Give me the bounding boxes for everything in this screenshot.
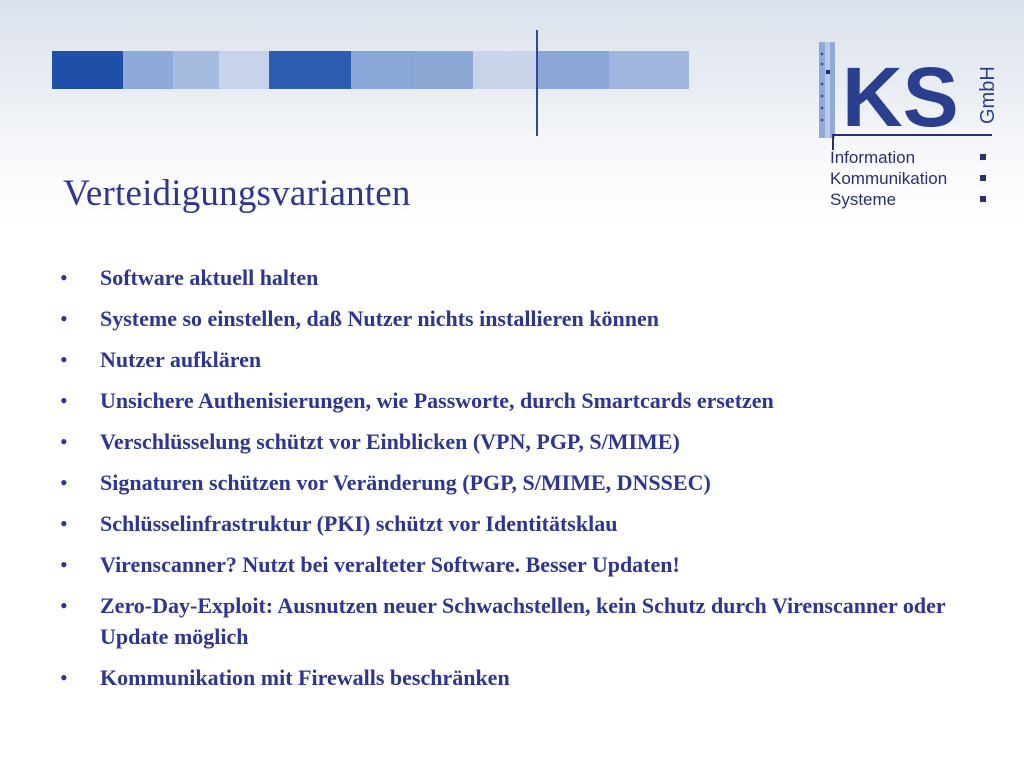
bullet-dot: • <box>60 552 68 577</box>
bullet-text: Verschlüsselung schützt vor Einblicken (VPN, PGP, S/MIME) <box>100 429 680 454</box>
decorative-color-band <box>52 51 692 89</box>
logo-line-kommunikation: Kommunikation <box>830 169 948 188</box>
bullet-dot: • <box>60 665 68 690</box>
bullet-text: Kommunikation mit Firewalls beschränken <box>100 665 510 690</box>
band-block <box>415 51 473 89</box>
band-block <box>609 51 689 89</box>
band-block <box>173 51 219 89</box>
band-block <box>123 51 173 89</box>
bullet-text: Virenscanner? Nutzt bei veralteter Software. Besser Updaten! <box>100 552 680 577</box>
list-item <box>60 662 1000 693</box>
decorative-vertical-line <box>536 30 538 136</box>
bullet-dot: • <box>60 470 68 495</box>
list-item <box>60 303 1000 334</box>
list-item <box>60 590 1000 652</box>
bullet-text: Zero-Day-Exploit: Ausnutzen neuer Schwachstellen, kein Schutz durch Virenscanner oder Update möglich <box>100 593 946 649</box>
bullet-text: Nutzer aufklären <box>100 347 262 372</box>
bullet-dot: • <box>60 593 68 618</box>
band-block <box>351 51 415 89</box>
logo-line-systeme: Systeme <box>830 190 897 209</box>
bullet-dot: • <box>60 511 68 536</box>
logo-letters: KS <box>842 50 959 144</box>
bullet-dot: • <box>60 306 68 331</box>
bullet-list <box>60 262 1000 703</box>
band-block <box>537 51 609 89</box>
logo-gmbh: GmbH <box>977 66 999 124</box>
bullet-text: Software aktuell halten <box>100 265 319 290</box>
list-item <box>60 426 1000 457</box>
band-block <box>219 51 269 89</box>
bullet-dot: • <box>60 388 68 413</box>
list-item <box>60 262 1000 293</box>
list-item <box>60 385 1000 416</box>
list-item <box>60 549 1000 580</box>
band-block <box>473 51 537 89</box>
list-item <box>60 344 1000 375</box>
company-logo <box>812 40 1012 220</box>
list-item <box>60 467 1000 498</box>
bullet-text: Signaturen schützen vor Veränderung (PGP, S/MIME, DNSSEC) <box>100 470 711 495</box>
bullet-text: Unsichere Authenisierungen, wie Passworte, durch Smartcards ersetzen <box>100 388 774 413</box>
band-block <box>52 51 123 89</box>
bullet-dot: • <box>60 347 68 372</box>
bullet-dot: • <box>60 429 68 454</box>
slide-title: Verteidigungsvarianten <box>63 173 411 214</box>
band-block <box>269 51 351 89</box>
ks-logo-graphic <box>812 40 1012 220</box>
bullet-text: Schlüsselinfrastruktur (PKI) schützt vor Identitätsklau <box>100 511 618 536</box>
bullet-text: Systeme so einstellen, daß Nutzer nichts installieren können <box>100 306 659 331</box>
bullet-dot: • <box>60 265 68 290</box>
list-item <box>60 508 1000 539</box>
logo-line-information: Information <box>830 148 916 167</box>
